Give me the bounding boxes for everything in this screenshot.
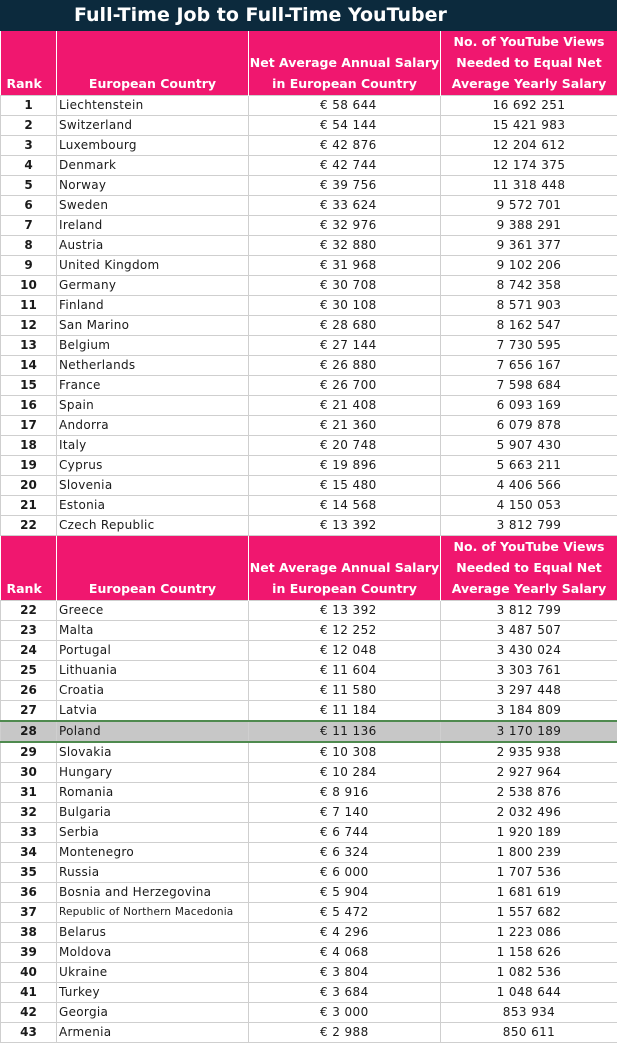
salary-cell: € 3 000	[249, 1003, 441, 1023]
salary-cell: € 12 048	[249, 641, 441, 661]
salary-cell: € 15 480	[249, 476, 441, 496]
country-cell: Russia	[57, 863, 249, 883]
salary-cell: € 21 408	[249, 396, 441, 416]
table-row	[1, 176, 617, 196]
table-row	[1, 296, 617, 316]
salary-cell: € 11 580	[249, 681, 441, 701]
rank-cell: 10	[1, 276, 57, 296]
table-row	[1, 641, 617, 661]
salary-cell: € 14 568	[249, 496, 441, 516]
table-row	[1, 96, 617, 116]
table-row-highlighted	[1, 721, 617, 742]
salary-header-line1: Net Average Annual Salary	[249, 557, 440, 578]
table-row	[1, 256, 617, 276]
country-cell: Moldova	[57, 943, 249, 963]
views-cell: 3 303 761	[441, 661, 617, 681]
country-cell: Estonia	[57, 496, 249, 516]
country-cell: Norway	[57, 176, 249, 196]
salary-cell: € 4 068	[249, 943, 441, 963]
salary-cell: € 10 284	[249, 763, 441, 783]
table-row	[1, 196, 617, 216]
rank-cell: 2	[1, 116, 57, 136]
country-cell: Belarus	[57, 923, 249, 943]
views-cell: 3 297 448	[441, 681, 617, 701]
country-cell: France	[57, 376, 249, 396]
table-row	[1, 1003, 617, 1023]
table-row	[1, 336, 617, 356]
views-cell: 3 184 809	[441, 701, 617, 722]
rank-cell: 39	[1, 943, 57, 963]
rank-cell: 6	[1, 196, 57, 216]
ranking-table-top	[0, 31, 617, 536]
table-row	[1, 116, 617, 136]
views-cell: 1 800 239	[441, 843, 617, 863]
country-cell: Bulgaria	[57, 803, 249, 823]
salary-cell: € 30 708	[249, 276, 441, 296]
salary-cell: € 27 144	[249, 336, 441, 356]
country-cell: Switzerland	[57, 116, 249, 136]
rank-cell: 30	[1, 763, 57, 783]
country-cell: Armenia	[57, 1023, 249, 1043]
salary-cell: € 13 392	[249, 516, 441, 536]
page-title: Full-Time Job to Full-Time YouTuber	[0, 0, 617, 31]
views-cell: 7 598 684	[441, 376, 617, 396]
table-row	[1, 316, 617, 336]
views-cell: 3 430 024	[441, 641, 617, 661]
rank-cell: 27	[1, 701, 57, 722]
table-row	[1, 276, 617, 296]
views-cell: 3 812 799	[441, 516, 617, 536]
salary-cell: € 21 360	[249, 416, 441, 436]
table-row	[1, 843, 617, 863]
country-cell: United Kingdom	[57, 256, 249, 276]
views-cell: 1 048 644	[441, 983, 617, 1003]
rank-cell: 22	[1, 601, 57, 621]
country-cell: Greece	[57, 601, 249, 621]
country-cell: Montenegro	[57, 843, 249, 863]
table-row	[1, 803, 617, 823]
salary-cell: € 11 184	[249, 701, 441, 722]
views-cell: 5 663 211	[441, 456, 617, 476]
rank-cell: 31	[1, 783, 57, 803]
rank-cell: 16	[1, 396, 57, 416]
rank-cell: 26	[1, 681, 57, 701]
country-cell: Denmark	[57, 156, 249, 176]
views-cell: 6 079 878	[441, 416, 617, 436]
views-cell: 8 571 903	[441, 296, 617, 316]
rank-cell: 25	[1, 661, 57, 681]
table-row	[1, 701, 617, 722]
table-row	[1, 943, 617, 963]
table-row	[1, 963, 617, 983]
salary-cell: € 30 108	[249, 296, 441, 316]
rank-cell: 19	[1, 456, 57, 476]
country-cell: Latvia	[57, 701, 249, 722]
country-cell: Spain	[57, 396, 249, 416]
salary-cell: € 10 308	[249, 742, 441, 763]
rank-cell: 36	[1, 883, 57, 903]
table-row	[1, 356, 617, 376]
views-cell: 9 361 377	[441, 236, 617, 256]
rank-cell: 15	[1, 376, 57, 396]
table-row	[1, 983, 617, 1003]
views-cell: 4 150 053	[441, 496, 617, 516]
country-cell: San Marino	[57, 316, 249, 336]
views-cell: 1 223 086	[441, 923, 617, 943]
salary-cell: € 13 392	[249, 601, 441, 621]
rank-cell: 14	[1, 356, 57, 376]
salary-header-line2: in European Country	[249, 578, 440, 599]
salary-cell: € 3 684	[249, 983, 441, 1003]
views-header-line1: No. of YouTube Views	[441, 536, 617, 557]
salary-cell: € 6 000	[249, 863, 441, 883]
country-cell: Sweden	[57, 196, 249, 216]
salary-header-line2: in European Country	[249, 73, 440, 94]
country-cell: Turkey	[57, 983, 249, 1003]
views-cell: 2 032 496	[441, 803, 617, 823]
country-header: European Country	[57, 536, 249, 601]
salary-cell: € 2 988	[249, 1023, 441, 1043]
views-cell: 11 318 448	[441, 176, 617, 196]
views-header-line2: Needed to Equal Net	[441, 52, 617, 73]
views-cell: 2 935 938	[441, 742, 617, 763]
table-row	[1, 416, 617, 436]
views-cell: 8 742 358	[441, 276, 617, 296]
table-row	[1, 476, 617, 496]
rank-cell: 18	[1, 436, 57, 456]
salary-cell: € 11 604	[249, 661, 441, 681]
salary-cell: € 31 968	[249, 256, 441, 276]
country-cell: Andorra	[57, 416, 249, 436]
salary-cell: € 11 136	[249, 721, 441, 742]
rank-cell: 4	[1, 156, 57, 176]
salary-cell: € 4 296	[249, 923, 441, 943]
header-row	[1, 536, 617, 601]
table-row	[1, 621, 617, 641]
country-cell: Serbia	[57, 823, 249, 843]
views-header	[441, 31, 617, 96]
rank-cell: 13	[1, 336, 57, 356]
salary-cell: € 5 904	[249, 883, 441, 903]
country-cell: Poland	[57, 721, 249, 742]
salary-cell: € 5 472	[249, 903, 441, 923]
rank-cell: 29	[1, 742, 57, 763]
salary-cell: € 3 804	[249, 963, 441, 983]
views-cell: 12 174 375	[441, 156, 617, 176]
country-cell: Malta	[57, 621, 249, 641]
country-cell: Belgium	[57, 336, 249, 356]
table-row	[1, 436, 617, 456]
country-cell: Georgia	[57, 1003, 249, 1023]
table-row	[1, 376, 617, 396]
views-cell: 3 170 189	[441, 721, 617, 742]
rank-cell: 32	[1, 803, 57, 823]
views-cell: 850 611	[441, 1023, 617, 1043]
views-cell: 8 162 547	[441, 316, 617, 336]
country-cell: Italy	[57, 436, 249, 456]
rank-cell: 5	[1, 176, 57, 196]
views-cell: 7 656 167	[441, 356, 617, 376]
rank-cell: 9	[1, 256, 57, 276]
table-row	[1, 601, 617, 621]
views-cell: 4 406 566	[441, 476, 617, 496]
rank-header: Rank	[1, 536, 57, 601]
views-header-line2: Needed to Equal Net	[441, 557, 617, 578]
rank-cell: 43	[1, 1023, 57, 1043]
views-cell: 7 730 595	[441, 336, 617, 356]
table-row	[1, 516, 617, 536]
table-row	[1, 136, 617, 156]
rank-cell: 20	[1, 476, 57, 496]
country-cell: Hungary	[57, 763, 249, 783]
views-cell: 2 927 964	[441, 763, 617, 783]
country-cell: Croatia	[57, 681, 249, 701]
views-header	[441, 536, 617, 601]
table-row	[1, 681, 617, 701]
salary-cell: € 54 144	[249, 116, 441, 136]
salary-cell: € 7 140	[249, 803, 441, 823]
country-cell: Ukraine	[57, 963, 249, 983]
table-row	[1, 396, 617, 416]
country-header: European Country	[57, 31, 249, 96]
salary-cell: € 20 748	[249, 436, 441, 456]
table-row	[1, 903, 617, 923]
views-cell: 1 557 682	[441, 903, 617, 923]
country-cell: Ireland	[57, 216, 249, 236]
rank-cell: 12	[1, 316, 57, 336]
table-row	[1, 823, 617, 843]
rank-cell: 38	[1, 923, 57, 943]
country-cell: Luxembourg	[57, 136, 249, 156]
salary-cell: € 33 624	[249, 196, 441, 216]
country-cell: Finland	[57, 296, 249, 316]
rank-cell: 35	[1, 863, 57, 883]
views-cell: 1 920 189	[441, 823, 617, 843]
country-cell: Liechtenstein	[57, 96, 249, 116]
salary-cell: € 42 744	[249, 156, 441, 176]
table-row	[1, 923, 617, 943]
rank-cell: 1	[1, 96, 57, 116]
rank-cell: 34	[1, 843, 57, 863]
country-cell: Germany	[57, 276, 249, 296]
table-row	[1, 496, 617, 516]
salary-cell: € 26 700	[249, 376, 441, 396]
table-row	[1, 156, 617, 176]
country-cell: Netherlands	[57, 356, 249, 376]
salary-cell: € 6 324	[249, 843, 441, 863]
rank-cell: 8	[1, 236, 57, 256]
salary-cell: € 58 644	[249, 96, 441, 116]
rank-cell: 28	[1, 721, 57, 742]
table-row	[1, 456, 617, 476]
salary-cell: € 28 680	[249, 316, 441, 336]
salary-cell: € 39 756	[249, 176, 441, 196]
rank-cell: 33	[1, 823, 57, 843]
header-row	[1, 31, 617, 96]
salary-cell: € 42 876	[249, 136, 441, 156]
views-cell: 5 907 430	[441, 436, 617, 456]
salary-header	[249, 31, 441, 96]
table-row	[1, 236, 617, 256]
views-cell: 12 204 612	[441, 136, 617, 156]
salary-header-line1: Net Average Annual Salary	[249, 52, 440, 73]
rank-cell: 37	[1, 903, 57, 923]
country-cell: Romania	[57, 783, 249, 803]
salary-cell: € 19 896	[249, 456, 441, 476]
views-header-line3: Average Yearly Salary	[441, 73, 617, 94]
salary-cell: € 32 880	[249, 236, 441, 256]
country-cell: Austria	[57, 236, 249, 256]
rank-cell: 3	[1, 136, 57, 156]
table-row	[1, 783, 617, 803]
rank-cell: 21	[1, 496, 57, 516]
views-cell: 1 158 626	[441, 943, 617, 963]
rank-cell: 41	[1, 983, 57, 1003]
rank-cell: 40	[1, 963, 57, 983]
table-row	[1, 661, 617, 681]
country-cell: Slovakia	[57, 742, 249, 763]
rank-cell: 23	[1, 621, 57, 641]
country-cell: Republic of Northern Macedonia	[57, 903, 249, 923]
views-cell: 853 934	[441, 1003, 617, 1023]
table-row	[1, 863, 617, 883]
table-row	[1, 742, 617, 763]
views-cell: 16 692 251	[441, 96, 617, 116]
views-header-line3: Average Yearly Salary	[441, 578, 617, 599]
table-body-bottom	[1, 601, 617, 1043]
table-row	[1, 763, 617, 783]
views-header-line1: No. of YouTube Views	[441, 31, 617, 52]
views-cell: 3 487 507	[441, 621, 617, 641]
salary-cell: € 6 744	[249, 823, 441, 843]
views-cell: 2 538 876	[441, 783, 617, 803]
salary-header	[249, 536, 441, 601]
country-cell: Cyprus	[57, 456, 249, 476]
salary-cell: € 26 880	[249, 356, 441, 376]
rank-header: Rank	[1, 31, 57, 96]
views-cell: 9 572 701	[441, 196, 617, 216]
views-cell: 9 102 206	[441, 256, 617, 276]
views-cell: 1 681 619	[441, 883, 617, 903]
country-cell: Lithuania	[57, 661, 249, 681]
country-cell: Portugal	[57, 641, 249, 661]
table-row	[1, 1023, 617, 1043]
views-cell: 1 707 536	[441, 863, 617, 883]
ranking-table-bottom	[0, 536, 617, 1043]
table-row	[1, 883, 617, 903]
views-cell: 1 082 536	[441, 963, 617, 983]
rank-cell: 24	[1, 641, 57, 661]
views-cell: 15 421 983	[441, 116, 617, 136]
views-cell: 3 812 799	[441, 601, 617, 621]
rank-cell: 11	[1, 296, 57, 316]
country-cell: Bosnia and Herzegovina	[57, 883, 249, 903]
country-cell: Slovenia	[57, 476, 249, 496]
table-body-top	[1, 96, 617, 536]
views-cell: 9 388 291	[441, 216, 617, 236]
salary-cell: € 32 976	[249, 216, 441, 236]
country-cell: Czech Republic	[57, 516, 249, 536]
views-cell: 6 093 169	[441, 396, 617, 416]
rank-cell: 42	[1, 1003, 57, 1023]
rank-cell: 7	[1, 216, 57, 236]
salary-cell: € 8 916	[249, 783, 441, 803]
rank-cell: 22	[1, 516, 57, 536]
table-row	[1, 216, 617, 236]
rank-cell: 17	[1, 416, 57, 436]
salary-cell: € 12 252	[249, 621, 441, 641]
